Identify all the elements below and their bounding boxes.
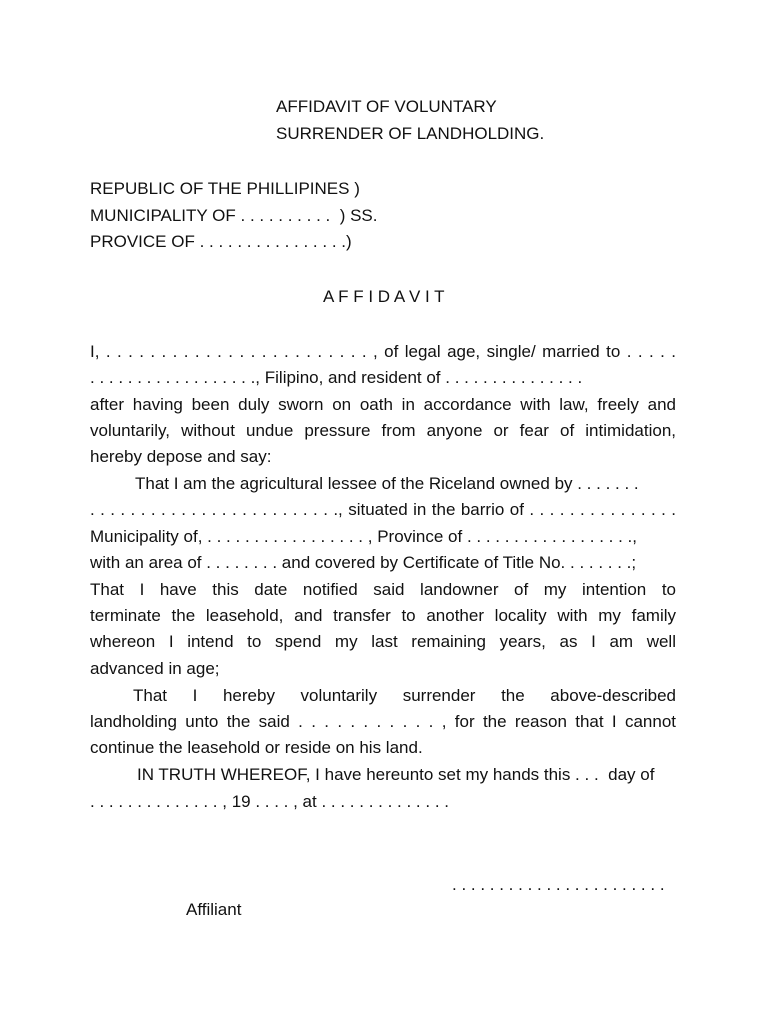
signature-label: Affiliant	[186, 900, 242, 919]
body-line: landholding unto the said . . . . . . . . . . . , for the reason that I cannot	[90, 712, 676, 731]
body-line: Municipality of, . . . . . . . . . . . . . . . . . , Province of . . . . . . . . . . . . . . . . . .,	[90, 527, 637, 546]
body-line: advanced in age;	[90, 659, 220, 678]
body-line: I, . . . . . . . . . . . . . . . . . . . . . . . . , of legal age, single/ married to . . . . .	[90, 342, 676, 361]
document-title-line-1: AFFIDAVIT OF VOLUNTARY	[276, 97, 497, 116]
document-title-line-2: SURRENDER OF LANDHOLDING.	[276, 124, 545, 143]
body-line: whereon I intend to spend my last remaining years, as I am well	[90, 632, 676, 651]
body-line: . . . . . . . . . . . . . . . . . . . . . . . . ., situated in the barrio of . . . . . . . . . . . . . . .	[90, 500, 676, 519]
body-line: with an area of . . . . . . . . and covered by Certificate of Title No. . . . . . . .;	[90, 553, 637, 572]
affidavit-heading: A F F I D A V I T	[323, 287, 445, 306]
body-line: That I am the agricultural lessee of the Riceland owned by . . . . . . .	[135, 474, 639, 493]
venue-municipality: MUNICIPALITY OF . . . . . . . . . . ) SS.	[90, 206, 378, 225]
venue-republic: REPUBLIC OF THE PHILLIPINES )	[90, 179, 360, 198]
body-line: continue the leasehold or reside on his land.	[90, 738, 423, 757]
venue-province: PROVICE OF . . . . . . . . . . . . . . . .)	[90, 232, 352, 251]
body-line: hereby depose and say:	[90, 447, 272, 466]
body-line: . . . . . . . . . . . . . . , 19 . . . . , at . . . . . . . . . . . . . .	[90, 792, 449, 811]
body-line: . . . . . . . . . . . . . . . . . ., Filipino, and resident of . . . . . . . . . . . . . . .	[90, 368, 583, 387]
body-line: IN TRUTH WHEREOF, I have hereunto set my hands this . . . day of	[137, 765, 655, 784]
body-line: That I have this date notified said landowner of my intention to	[90, 580, 676, 599]
body-line: after having been duly sworn on oath in accordance with law, freely and	[90, 395, 676, 414]
body-line: voluntarily, without undue pressure from anyone or fear of intimidation,	[90, 421, 676, 440]
body-line: That I hereby voluntarily surrender the above-described	[133, 686, 676, 705]
body-line: terminate the leasehold, and transfer to another locality with my family	[90, 606, 676, 625]
signature-line: . . . . . . . . . . . . . . . . . . . . . . .	[452, 875, 665, 894]
